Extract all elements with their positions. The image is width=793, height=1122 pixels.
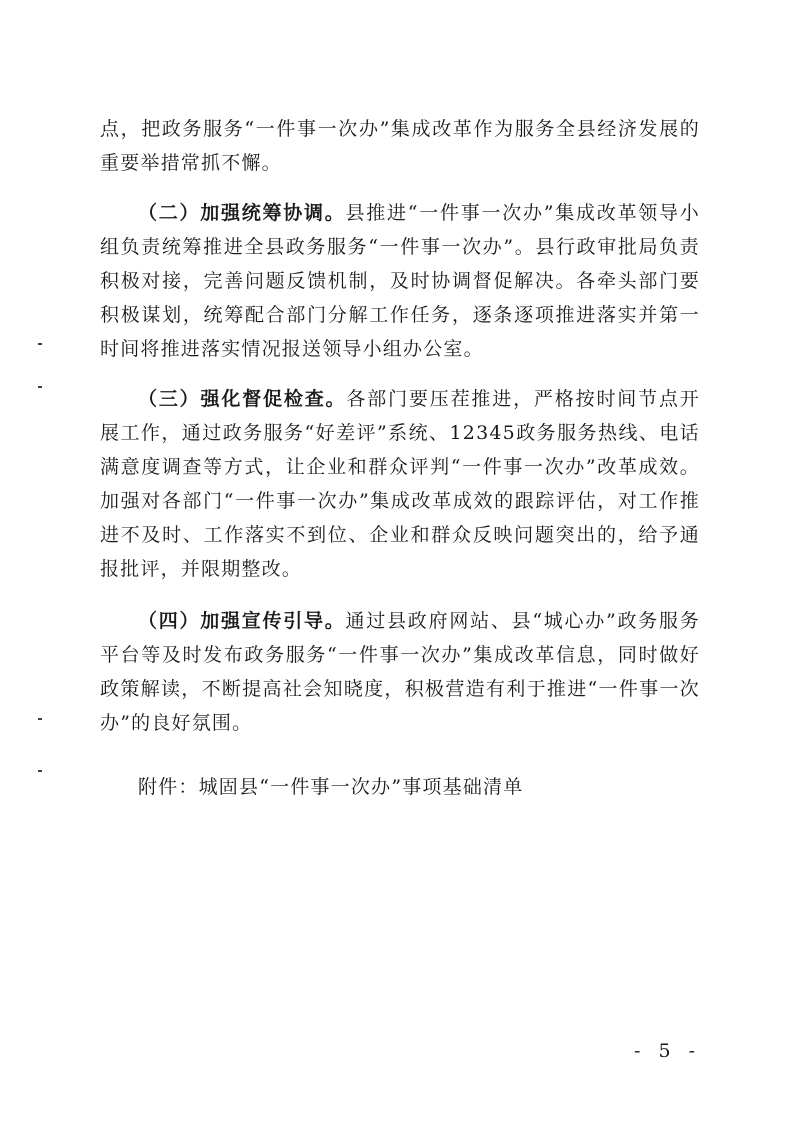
scan-mark [38,770,42,772]
paragraph-text: 通过县政府网站、县“城心办”政务服务平台等及时发布政务服务“一件事一次办”集成改革信息，同时做好政策解读，不断提高社会知晓度，积极营造有利于推进“一件事一次办”的良好氛围。 [100,610,700,734]
section-publicity [100,604,700,740]
section-heading: （二）加强统筹协调。 [138,202,346,224]
paragraph [100,382,700,586]
paragraph-text: 各部门要压茬推进，严格按时间节点开展工作，通过政务服务“好差评”系统、12345政务服务热线、电话满意度调查等方式，让企业和群众评判“一件事一次办”改革成效。加强对各部门“一件事一次办”集成改革成效的跟踪评估，对工作推进不及时、工作落实不到位、企业和群众反映问题突出的，给予通报批评，并限期整改。 [100,388,700,580]
paragraph-text: 点，把政务服务“一件事一次办”集成改革作为服务全县经济发展的重要举措常抓不懈。 [100,118,700,174]
paragraph-text: 县推进“一件事一次办”集成改革领导小组负责统筹推进全县政务服务“一件事一次办”。县行政审批局负责积极对接，完善问题反馈机制，及时协调督促解决。各牵头部门要积极谋划，统筹配合部门分解工作任务，逐条逐项推进落实并第一时间将推进落实情况报送领导小组办公室。 [100,202,700,360]
scan-mark [38,343,42,345]
scan-mark [38,386,42,388]
section-heading: （四）加强宣传引导。 [138,610,346,632]
attachment-note [100,770,700,804]
section-supervision [100,382,700,586]
section-coordination [100,196,700,366]
section-heading: （三）强化督促检查。 [138,388,347,410]
paragraph-continuation [100,112,700,180]
attachment-text: 附件：城固县“一件事一次办”事项基础清单 [138,776,524,798]
paragraph [100,196,700,366]
page-number: - 5 - [633,1040,701,1062]
paragraph [100,604,700,740]
scan-mark [38,718,42,720]
